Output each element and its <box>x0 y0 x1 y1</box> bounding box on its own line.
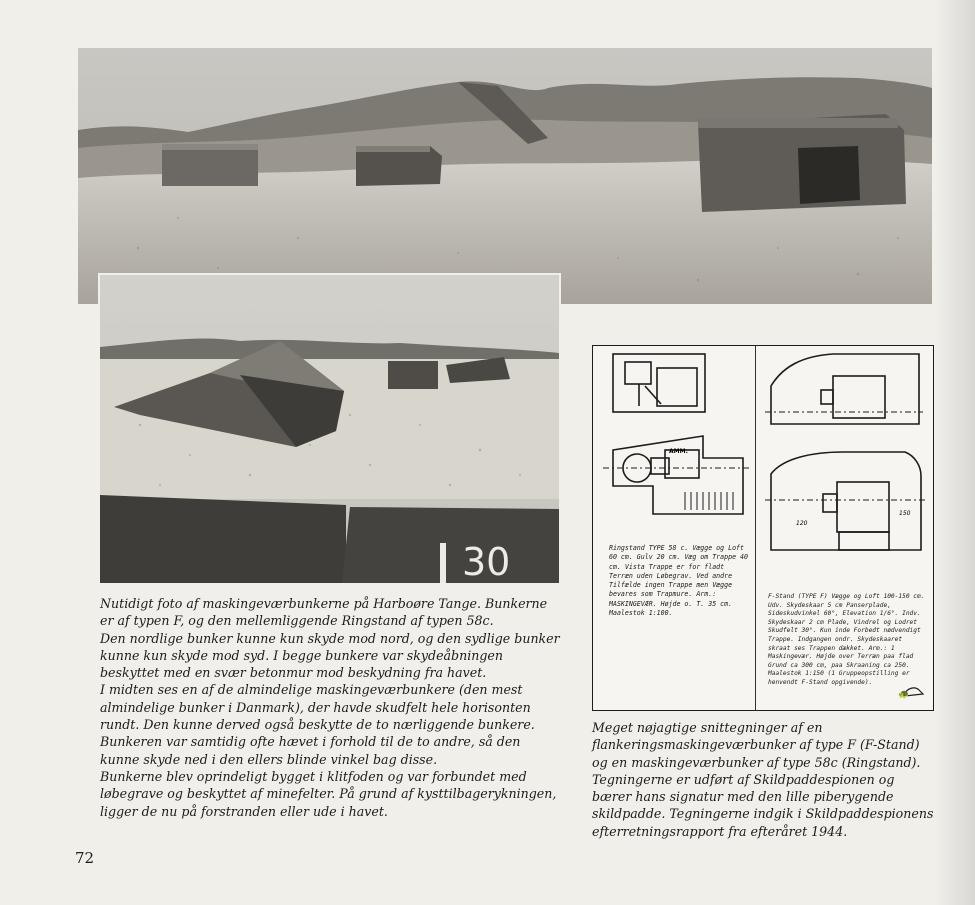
dimension-120-label: 120 <box>796 520 808 527</box>
page-gutter-shadow <box>935 0 975 905</box>
page-number: 72 <box>75 849 95 867</box>
painted-number-30: 30 <box>462 540 511 583</box>
caption-left-paragraph: Nutidigt foto af maskingeværbunkerne på Harboøre Tange. Bunkerne er af typen F, og den mellemliggende Ringstand af typen 58c. <box>100 596 548 629</box>
caption-left <box>100 595 560 820</box>
turtle-signature-icon: 🐢 <box>898 690 910 700</box>
fstand-note: F-Stand (TYPE F) Vægge og Loft 100-150 cm. Udv. Skydeskaar 5 cm Panserplade, Sideskudvinkel 60°, Elevation 1/6°. Indv. Skydeskaar 2 cm Plade, Vindrel og Lodret Skudfelt 30°. Kun inde Forbedt nødvendigt Trappe. Indgangen ondr. Skydeskaaret skraat ses Trappen dækket. Arm.: 1 Maskingevær. Højde over Terræn paa flad Grund ca 300 cm, paa Skraaning ca 250. Maalestok 1:150 (1 Gruppeopstilling er henvendt F-Stand opgivende). <box>768 593 925 686</box>
top-photo <box>78 48 932 304</box>
dimension-150-label: 150 <box>899 510 911 517</box>
beach-bunkers-dunes-photo-icon <box>78 48 932 304</box>
inset-photo <box>100 275 559 583</box>
caption-right: Meget nøjagtige snittegninger af en flankeringsmaskingeværbunker af type F (F-Stand) og en maskingeværbunker af type 58c (Ringstand). Tegningerne er udført af Skildpaddespionen og bærer hans signatur med den lille piberygende skildpadde. Tegningerne indgik i Skildpaddespionens efterretningsrapport fra efteråret 1944. <box>592 720 934 839</box>
amm-label: AMM. <box>669 448 688 455</box>
caption-left-paragraph: I midten ses en af de almindelige maskingeværbunkere (den mest almindelige bunker i Danmark), der havde skudfelt hele horisonten rundt. Den kunne derved også beskytte de to nærliggende bunkere. Bunkeren var samtidig ofte hævet i forhold til de to andre, så den kunne skyde ned i den ellers blinde vinkel bag disse. <box>100 682 535 767</box>
caption-left-paragraph: Bunkerne blev oprindeligt bygget i klitfoden og var forbundet med løbegrave og beskyttet af minefelter. På grund af kysttilbagerykningen, ligger de nu på forstranden eller ude i havet. <box>100 768 557 819</box>
caption-left-paragraph: Den nordlige bunker kunne kun skyde mod nord, og den sydlige bunker kunne kun skyde mod syd. I begge bunkere var skydeåbningen beskyttet med en svær betonmur mod beskydning fra havet. <box>100 630 560 681</box>
ringstand-note: Ringstand TYPE 58 c. Vægge og Loft 60 cm. Gulv 20 cm. Væg om Trappe 40 cm. Vista Trappe er for fladt Terræn uden Løbegrav. Ved andre Tilfælde ingen Trappe men Vægge bevares som Trapmure. Arm.: MASKINGEVÆR. Højde o. T. 35 cm. Maalestok 1:100. <box>609 544 748 618</box>
tilted-bunker-beach-photo-icon <box>100 275 559 583</box>
